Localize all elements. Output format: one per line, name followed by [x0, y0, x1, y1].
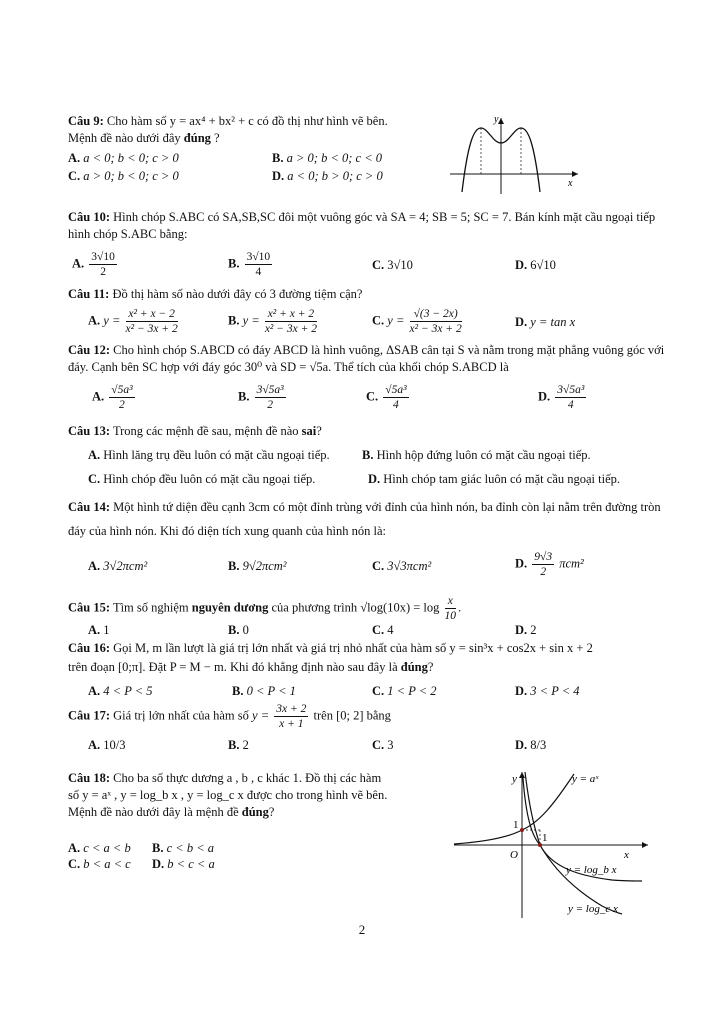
option-text: 3: [387, 738, 394, 752]
point-1-0: [538, 843, 542, 847]
question-text: Đồ thị hàm số nào dưới đây có 3 đường tiệm cận?: [112, 287, 363, 301]
numerator: 3√10: [246, 251, 271, 263]
option-a[interactable]: A. $\frac{3√10}{2}$: [72, 251, 115, 278]
option-c[interactable]: C. a > 0; b < 0; c > 0: [68, 169, 179, 183]
option-d[interactable]: D. 2: [515, 623, 537, 637]
option-b[interactable]: B. 2: [228, 738, 249, 752]
question-text: ?: [214, 131, 220, 145]
numerator: √5a³: [111, 384, 133, 396]
fraction: [555, 383, 586, 412]
curve-label-b: y = log_b x: [566, 864, 617, 876]
question-label: Câu 16:: [68, 641, 111, 655]
option-text: 9√2πcm²: [242, 559, 287, 573]
denominator: 2: [119, 399, 125, 411]
option-text: πcm²: [559, 556, 584, 571]
option-text: 4 < P < 5: [103, 684, 153, 698]
option-d[interactable]: D. 8/3: [515, 738, 547, 752]
option-text: 2: [530, 623, 537, 637]
equation-left: √log(10x) = log: [360, 600, 440, 615]
option-d[interactable]: D. 3 < P < 4: [515, 684, 580, 698]
question-label: Câu 10:: [68, 210, 111, 224]
option-text: 3√3πcm²: [387, 559, 432, 573]
option-text: a > 0; b < 0; c > 0: [83, 169, 179, 183]
page-number: 2: [358, 922, 366, 937]
denominator: 4: [567, 399, 574, 411]
question-text: Tìm số nghiệm: [112, 600, 189, 615]
question-text: Mệnh đề nào dưới đây là mệnh đề: [68, 805, 239, 819]
question-16: [68, 639, 674, 677]
question-label: Câu 13:: [68, 424, 111, 438]
denominator: x² − 3x + 2: [264, 323, 318, 335]
option-b[interactable]: B. a > 0; b < 0; c < 0: [272, 151, 383, 165]
option-d[interactable]: D. y = tan x: [515, 315, 576, 329]
option-text: Hình lăng trụ đều luôn có mặt cầu ngoại tiếp.: [103, 448, 330, 462]
fraction: [383, 383, 408, 412]
fraction: [410, 307, 462, 336]
option-d[interactable]: D. $\frac{9√3}{2}$ πcm²: [515, 551, 584, 578]
option-c[interactable]: C. y = $\frac{√(3 - 2x)}{\text{x² − 3x + 2}}$: [372, 308, 462, 335]
option-text: 0: [242, 623, 249, 637]
option-text: 6√10: [530, 258, 556, 272]
option-text: 1 < P < 2: [387, 684, 437, 698]
option-text: 3√2πcm²: [103, 559, 148, 573]
question-text: Gọi M, m lần lượt là giá trị lớn nhất và giá trị nhỏ nhất của hàm số y = sin³x + cos2x + sin x + 2: [113, 641, 593, 655]
option-c[interactable]: C. 4: [372, 623, 394, 637]
option-c[interactable]: C. 3√3πcm²: [372, 559, 432, 573]
question-15: [68, 594, 674, 623]
option-a[interactable]: A. y = $\frac{\text{x² + x − 2}}{\text{x² − 3x + 2}}$: [88, 308, 178, 335]
fraction: [245, 250, 273, 279]
denominator: 4: [255, 266, 262, 278]
equation-end: .: [458, 600, 462, 615]
question-text: ?: [268, 805, 275, 819]
option-text: 3 < P < 4: [530, 684, 580, 698]
fraction: [255, 383, 286, 412]
numerator: 3√5a³: [256, 384, 284, 396]
option-c[interactable]: C. 1 < P < 2: [372, 684, 437, 698]
question-13: [68, 423, 674, 440]
x-axis-label: x: [624, 849, 629, 861]
denominator: x² − 3x + 2: [409, 323, 462, 335]
question-label: Câu 15:: [68, 600, 111, 615]
emphasis-text: đúng: [183, 131, 211, 145]
y-axis-arrow: [498, 118, 504, 124]
option-c[interactable]: C. Hình chóp đều luôn có mặt cầu ngoại tiếp.: [88, 472, 316, 486]
option-b[interactable]: B. 0 < P < 1: [232, 684, 296, 698]
question-text: Giá trị lớn nhất của hàm số: [113, 708, 249, 723]
y-axis-label: y: [512, 773, 517, 785]
option-c[interactable]: C. 3√10: [372, 258, 413, 272]
denominator: 4: [393, 399, 399, 411]
option-text: b < c < a: [167, 857, 215, 871]
curve-label-a: y = aˣ: [572, 773, 599, 785]
fraction: [445, 594, 457, 623]
numerator: x² + x − 2: [126, 307, 178, 322]
origin-label: O: [510, 849, 518, 861]
numerator: 3√5a³: [557, 384, 585, 396]
option-text: Hình hộp đứng luôn có mặt cầu ngoại tiếp.: [376, 448, 591, 462]
fraction: [274, 702, 308, 731]
option-text: c < b < a: [166, 841, 215, 855]
curve-label-c: y = log_c x: [568, 903, 618, 915]
numerator: x² + x + 2: [265, 307, 317, 322]
option-d[interactable]: D. Hình chóp tam giác luôn có mặt cầu ngoại tiếp.: [368, 472, 621, 486]
function-prefix: y =: [103, 313, 121, 328]
option-text: Hình chóp đều luôn có mặt cầu ngoại tiếp.: [103, 472, 316, 486]
option-a[interactable]: A. c < a < b: [68, 841, 131, 855]
point-0-1: [520, 828, 524, 832]
question-label: Câu 9:: [68, 114, 104, 128]
option-b[interactable]: B. $\frac{3√10}{4}$: [228, 251, 271, 278]
y-one-label: 1: [513, 819, 519, 831]
x-axis-arrow: [642, 842, 648, 848]
denominator: x² − 3x + 2: [125, 323, 178, 335]
question-11: [68, 286, 674, 303]
numerator: √5a³: [385, 384, 407, 396]
emphasis-text: sai: [301, 424, 317, 438]
denominator: 2: [540, 566, 547, 578]
question-text: Cho hình chóp S.ABCD có đáy ABCD là hình vuông, ΔSAB cân tại S và nằm trong mặt phẳng vuông góc với đáy. Cạnh bên SC hợp với đáy góc 30⁰ và SD = √5a. Thể tích của khối chóp S.ABCD là: [68, 343, 665, 374]
x-axis-arrow: [572, 171, 578, 177]
question-text: ?: [316, 424, 322, 438]
option-a[interactable]: A. $\frac{\text{√5a³}}{2}$: [92, 384, 133, 411]
fraction: [126, 307, 178, 336]
question-text: trên [0; 2] bằng: [313, 708, 391, 723]
question-text: của phương trình: [271, 600, 358, 615]
option-b[interactable]: B. $\frac{\text{3√5a³}}{2}$: [238, 384, 284, 411]
option-a[interactable]: A. 3√2πcm²: [88, 559, 148, 573]
question-text: trên đoạn [0;π]. Đặt P = M − m. Khi đó khẳng định nào sau đây là: [68, 660, 398, 674]
option-b[interactable]: B. 9√2πcm²: [228, 559, 287, 573]
function-prefix: y =: [387, 313, 405, 328]
y-axis-arrow: [519, 772, 525, 778]
denominator: 2: [267, 399, 273, 411]
question-label: Câu 12:: [68, 343, 111, 357]
question-text: ?: [427, 660, 434, 674]
option-text: c < a < b: [83, 841, 131, 855]
option-text: a < 0; b < 0; c > 0: [83, 151, 179, 165]
option-c[interactable]: C. $\frac{\text{√5a³}}{4}$: [366, 384, 407, 411]
option-b[interactable]: B. Hình hộp đứng luôn có mặt cầu ngoại tiếp.: [362, 448, 591, 462]
option-a[interactable]: A. 4 < P < 5: [88, 684, 153, 698]
function-prefix: y =: [252, 708, 270, 723]
x-one-label: 1: [542, 832, 548, 844]
option-c[interactable]: C. 3: [372, 738, 394, 752]
option-d[interactable]: D. a < 0; b > 0; c > 0: [272, 169, 383, 183]
option-a[interactable]: A. Hình lăng trụ đều luôn có mặt cầu ngoại tiếp.: [88, 448, 330, 462]
fraction: [89, 250, 117, 279]
question-17: [68, 702, 674, 731]
function-prefix: y =: [242, 313, 260, 328]
quartic-graph: [448, 112, 583, 196]
question-text: Cho ba số thực dương a , b , c khác 1. Đồ thị các hàm: [113, 771, 382, 785]
emphasis-text: đúng: [400, 660, 428, 674]
option-c[interactable]: C. b < a < c: [68, 857, 131, 871]
option-a[interactable]: A. a < 0; b < 0; c > 0: [68, 151, 179, 165]
option-text: 8/3: [530, 738, 547, 752]
exp-log-graph: [452, 768, 654, 920]
fraction: [265, 307, 317, 336]
question-14: [68, 495, 674, 543]
log-c-curve: [523, 778, 622, 914]
denominator: x + 1: [279, 718, 304, 730]
option-text: 10/3: [103, 738, 126, 752]
emphasis-text: nguyên dương: [191, 600, 269, 615]
option-text: 4: [387, 623, 394, 637]
question-label: Câu 18:: [68, 771, 111, 785]
question-text: số y = aˣ , y = log_b x , y = log_c x được cho trong hình vẽ bên.: [68, 788, 388, 802]
option-d[interactable]: D. $\frac{\text{3√5a³}}{4}$: [538, 384, 585, 411]
denominator: 2: [100, 266, 106, 278]
option-text: a < 0; b > 0; c > 0: [287, 169, 383, 183]
option-text: 1: [103, 623, 110, 637]
option-d[interactable]: D. 6√10: [515, 258, 556, 272]
option-d[interactable]: D. b < c < a: [152, 857, 215, 871]
y-axis-label: y: [494, 114, 499, 125]
option-b[interactable]: B. y = $\frac{\text{x² + x + 2}}{\text{x² − 3x + 2}}$: [228, 308, 318, 335]
question-text: Trong các mệnh đề sau, mệnh đề nào: [112, 424, 299, 438]
option-text: 0 < P < 1: [246, 684, 296, 698]
question-label: Câu 14:: [68, 500, 111, 514]
question-text: Mệnh đề nào dưới đây: [68, 131, 181, 145]
option-b[interactable]: B. c < b < a: [152, 841, 215, 855]
question-18: [68, 770, 438, 821]
numerator: 3√10: [91, 251, 115, 263]
option-text: b < a < c: [83, 857, 131, 871]
option-text: 3√10: [387, 258, 413, 272]
question-text: Hình chóp S.ABC có SA,SB,SC đôi một vuông góc và SA = 4; SB = 5; SC = 7. Bán kính mặt cầu ngoại tiếp hình chóp S.ABC bằng:: [68, 210, 656, 241]
option-a[interactable]: A. 10/3: [88, 738, 126, 752]
x-axis-label: x: [568, 178, 573, 189]
question-label: Câu 17:: [68, 708, 111, 723]
question-10: [68, 209, 674, 243]
question-9: [68, 113, 448, 147]
numerator: √(3 − 2x): [410, 307, 462, 322]
question-12: [68, 342, 674, 376]
question-text: Một hình tứ diện đều cạnh 3cm có một đỉnh trùng với đỉnh của hình nón, ba đỉnh còn lại nằm trên đường tròn đáy của hình nón. Khi đó diện tích xung quanh của hình nón là:: [68, 500, 661, 538]
fraction: [532, 550, 554, 579]
emphasis-text: đúng: [241, 805, 269, 819]
numerator: x: [445, 594, 457, 609]
denominator: 10: [444, 610, 457, 622]
question-text: Cho hàm số y = ax⁴ + bx² + c có đồ thị như hình vẽ bên.: [106, 114, 388, 128]
option-text: a > 0; b < 0; c < 0: [286, 151, 383, 165]
option-a[interactable]: A. 1: [88, 623, 110, 637]
option-b[interactable]: B. 0: [228, 623, 249, 637]
numerator: 3x + 2: [276, 703, 307, 715]
fraction: [109, 383, 134, 412]
numerator: 9√3: [534, 551, 553, 563]
option-text: y = tan x: [530, 315, 576, 329]
question-label: Câu 11:: [68, 287, 110, 301]
option-text: 2: [242, 738, 249, 752]
option-text: Hình chóp tam giác luôn có mặt cầu ngoại tiếp.: [383, 472, 621, 486]
